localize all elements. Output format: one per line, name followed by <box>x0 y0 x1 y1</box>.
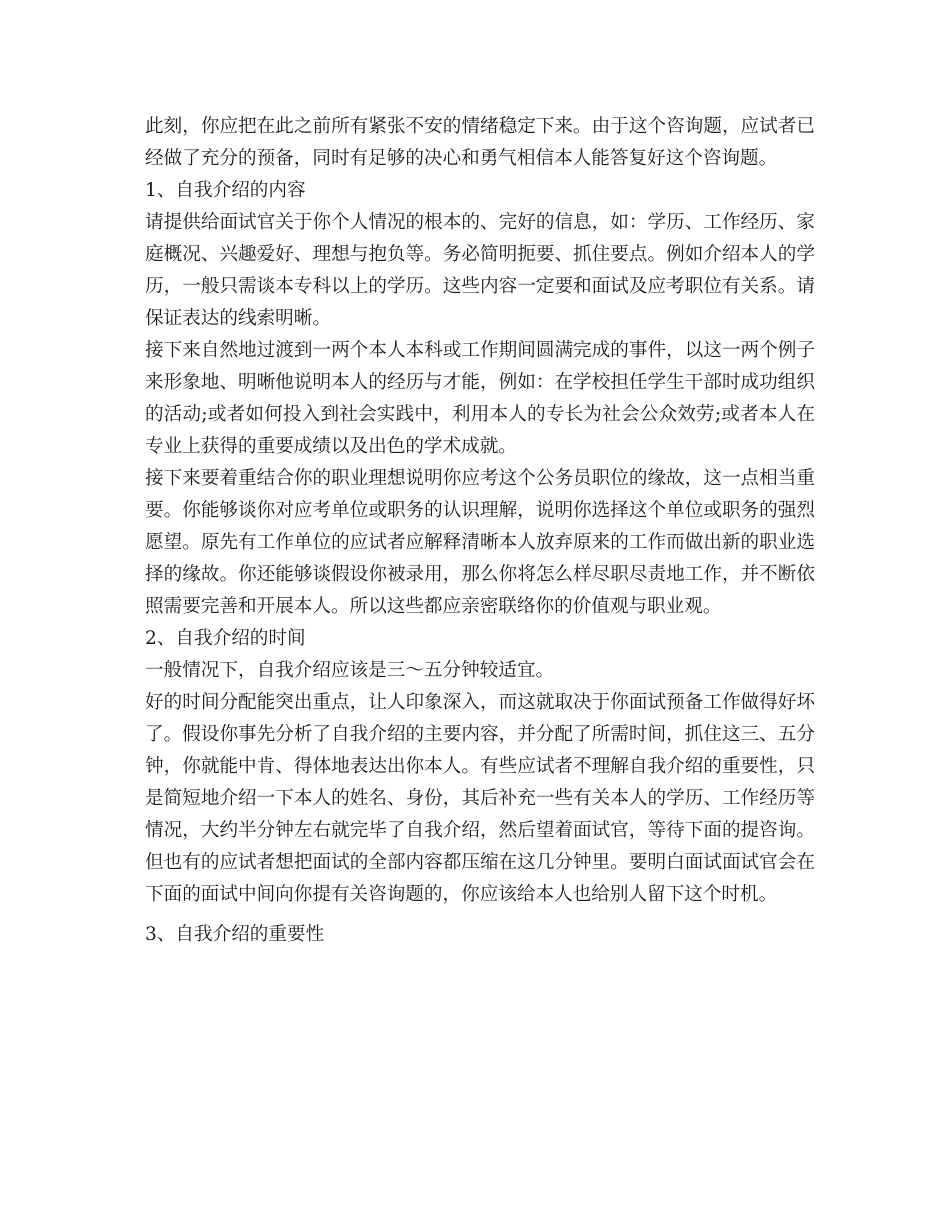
section-heading-2: 2、自我介绍的时间 <box>145 628 306 649</box>
paragraph-content-examples: 接下来自然地过渡到一两个本人本科或工作期间圆满完成的事件，以这一两个例子来形象地、明晰他说明本人的经历与才能，例如：在学校担任学生干部时成功组织的活动;或者如何投入到社会实践中，利用本人的专长为社会公众效劳;或者本人在专业上获得的重要成绩以及出色的学术成就。 <box>145 340 815 457</box>
paragraph-time-short: 一般情况下，自我介绍应该是三～五分钟较适宜。 <box>145 660 555 681</box>
paragraph-content-career: 接下来要着重结合你的职业理想说明你应考这个公务员职位的缘故，这一点相当重要。你能够谈你对应考单位或职务的认识理解，说明你选择这个单位或职务的强烈愿望。原先有工作单位的应试者应解释清晰本人放弃原来的工作而做出新的职业选择的缘故。你还能够谈假设你被录用，那么你将怎么样尽职尽责地工作，并不断依照需要完善和开展本人。所以这些都应亲密联络你的价值观与职业观。 <box>145 468 815 617</box>
paragraph-content-info: 请提供给面试官关于你个人情况的根本的、完好的信息，如：学历、工作经历、家庭概况、兴趣爱好、理想与抱负等。务必简明扼要、抓住要点。例如介绍本人的学历，一般只需谈本专科以上的学历。这些内容一定要和面试及应考职位有关系。请保证表达的线索明晰。 <box>145 212 815 329</box>
paragraph-intro: 此刻，你应把在此之前所有紧张不安的情绪稳定下来。由于这个咨询题，应试者已经做了充分的预备，同时有足够的决心和勇气相信本人能答复好这个咨询题。 <box>145 116 815 169</box>
section-heading-3: 3、自我介绍的重要性 <box>145 924 325 945</box>
document-body <box>145 111 815 951</box>
paragraph-time-detail: 好的时间分配能突出重点，让人印象深入，而这就取决于你面试预备工作做得好坏了。假设你事先分析了自我介绍的主要内容，并分配了所需时间，抓住这三、五分钟，你就能中肯、得体地表达出你本人。有些应试者不理解自我介绍的重要性，只是简短地介绍一下本人的姓名、身份，其后补充一些有关本人的学历、工作经历等情况，大约半分钟左右就完毕了自我介绍，然后望着面试官，等待下面的提咨询。但也有的应试者想把面试的全部内容都压缩在这几分钟里。要明白面试面试官会在下面的面试中间向你提有关咨询题的，你应该给本人也给别人留下这个时机。 <box>145 692 815 905</box>
section-heading-1: 1、自我介绍的内容 <box>145 180 306 201</box>
